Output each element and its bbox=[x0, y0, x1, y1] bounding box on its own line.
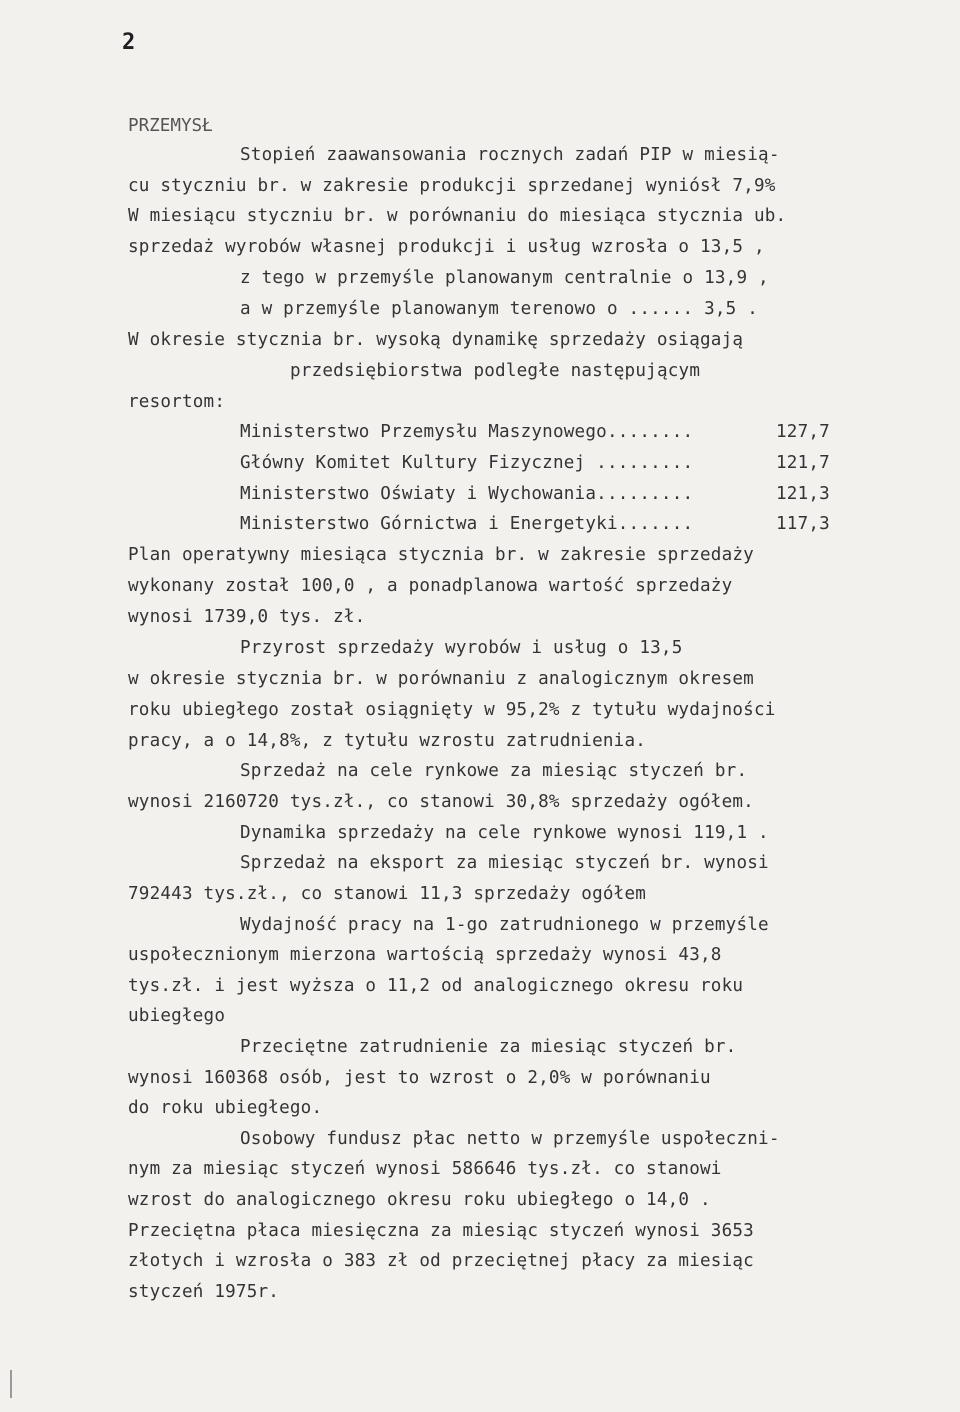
text-line: styczeń 1975r. bbox=[128, 1282, 280, 1302]
text-line: Przyrost sprzedaży wyrobów i usług o 13,5 bbox=[240, 638, 683, 658]
text-line: Sprzedaż na cele rynkowe za miesiąc styczeń br. bbox=[240, 761, 748, 781]
text-line: wykonany został 100,0 , a ponadplanowa wartość sprzedaży bbox=[128, 576, 733, 596]
text-line: a w przemyśle planowanym terenowo o ...... 3,5 . bbox=[240, 299, 759, 319]
list-item-name: Ministerstwo Przemysłu Maszynowego........ bbox=[240, 422, 694, 442]
text-line: wynosi 160368 osób, jest to wzrost o 2,0% w porównaniu bbox=[128, 1068, 711, 1088]
text-line: wynosi 1739,0 tys. zł. bbox=[128, 607, 366, 627]
text-line: uspołecznionym mierzona wartością sprzedaży wynosi 43,8 bbox=[128, 945, 722, 965]
list-item-name: Główny Komitet Kultury Fizycznej ......... bbox=[240, 453, 694, 473]
list-item-value: 121,7 bbox=[776, 453, 830, 473]
section-heading: PRZEMYSŁ bbox=[128, 116, 213, 136]
text-line: Sprzedaż na eksport za miesiąc styczeń br. wynosi bbox=[240, 853, 769, 873]
text-line: do roku ubiegłego. bbox=[128, 1098, 323, 1118]
text-line: W okresie stycznia br. wysoką dynamikę sprzedaży osiągają bbox=[128, 330, 744, 350]
text-line: resortom: bbox=[128, 392, 226, 412]
text-line: ubiegłego bbox=[128, 1006, 226, 1026]
text-line: wynosi 2160720 tys.zł., co stanowi 30,8% sprzedaży ogółem. bbox=[128, 792, 754, 812]
list-item-name: Ministerstwo Oświaty i Wychowania......... bbox=[240, 484, 694, 504]
text-line: 792443 tys.zł., co stanowi 11,3 sprzedaży ogółem bbox=[128, 884, 647, 904]
text-line: cu styczniu br. w zakresie produkcji sprzedanej wyniósł 7,9% bbox=[128, 176, 776, 196]
text-line: Plan operatywny miesiąca stycznia br. w zakresie sprzedaży bbox=[128, 545, 754, 565]
text-line: tys.zł. i jest wyższa o 11,2 od analogicznego okresu roku bbox=[128, 976, 744, 996]
text-line: Stopień zaawansowania rocznych zadań PIP w miesią- bbox=[240, 145, 780, 165]
text-line: wzrost do analogicznego okresu roku ubiegłego o 14,0 . bbox=[128, 1190, 711, 1210]
margin-mark bbox=[10, 1370, 12, 1398]
text-line: nym za miesiąc styczeń wynosi 586646 tys.zł. co stanowi bbox=[128, 1159, 722, 1179]
list-item-value: 121,3 bbox=[776, 484, 830, 504]
text-line: z tego w przemyśle planowanym centralnie o 13,9 , bbox=[240, 268, 769, 288]
list-item-name: Ministerstwo Górnictwa i Energetyki....... bbox=[240, 514, 694, 534]
text-line: w okresie stycznia br. w porównaniu z analogicznym okresem bbox=[128, 669, 754, 689]
text-line: Przeciętne zatrudnienie za miesiąc styczeń br. bbox=[240, 1037, 737, 1057]
text-line: W miesiącu styczniu br. w porównaniu do miesiąca stycznia ub. bbox=[128, 206, 787, 226]
page-number: 2 bbox=[122, 30, 136, 55]
text-line: sprzedaż wyrobów własnej produkcji i usług wzrosła o 13,5 , bbox=[128, 237, 765, 257]
text-line: pracy, a o 14,8%, z tytułu wzrostu zatrudnienia. bbox=[128, 731, 647, 751]
list-item-value: 117,3 bbox=[776, 514, 830, 534]
text-line: Dynamika sprzedaży na cele rynkowe wynosi 119,1 . bbox=[240, 823, 769, 843]
text-line: Osobowy fundusz płac netto w przemyśle uspołeczni- bbox=[240, 1129, 780, 1149]
text-line: przedsiębiorstwa podległe następującym bbox=[290, 361, 701, 381]
text-line: Wydajność pracy na 1-go zatrudnionego w przemyśle bbox=[240, 915, 769, 935]
text-line: roku ubiegłego został osiągnięty w 95,2% z tytułu wydajności bbox=[128, 700, 776, 720]
text-line: złotych i wzrosła o 383 zł od przeciętnej płacy za miesiąc bbox=[128, 1251, 754, 1271]
text-line: Przeciętna płaca miesięczna za miesiąc styczeń wynosi 3653 bbox=[128, 1221, 754, 1241]
list-item-value: 127,7 bbox=[776, 422, 830, 442]
